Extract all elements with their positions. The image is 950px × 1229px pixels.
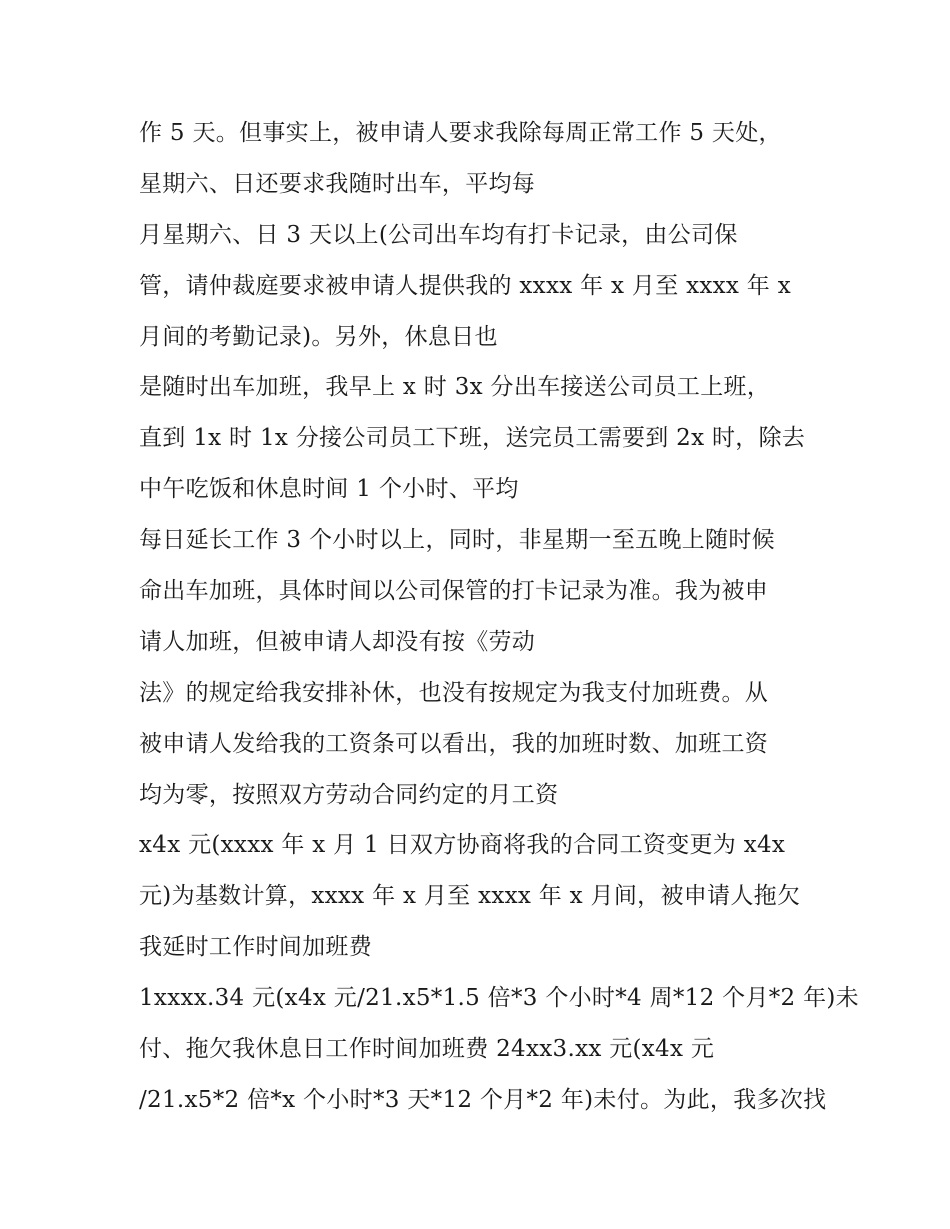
text-line: 均为零，按照双方劳动合同约定的月工资 (139, 781, 559, 808)
text-line: 直到 1x 时 1x 分接公司员工下班，送完员工需要到 2x 时，除去 (139, 425, 806, 452)
text-line: 月间的考勤记录)。另外，休息日也 (139, 323, 498, 350)
text-line: 元)为基数计算，xxxx 年 x 月至 xxxx 年 x 月间，被申请人拖欠 (139, 883, 801, 910)
text-line: 中午吃饭和休息时间 1 个小时、平均 (139, 476, 519, 503)
text-line: 被申请人发给我的工资条可以看出，我的加班时数、加班工资 (139, 730, 769, 757)
text-line: 是随时出车加班，我早上 x 时 3x 分出车接送公司员工上班， (139, 374, 771, 401)
text-line: x4x 元(xxxx 年 x 月 1 日双方协商将我的合同工资变更为 x4x (139, 832, 786, 859)
text-line: 命出车加班，具体时间以公司保管的打卡记录为准。我为被申 (139, 578, 769, 605)
text-line: 管，请仲裁庭要求被申请人提供我的 xxxx 年 x 月至 xxxx 年 x (139, 272, 791, 299)
body-text (139, 108, 859, 1126)
text-line: 我延时工作时间加班费 (139, 934, 372, 961)
text-line: 作 5 天。但事实上，被申请人要求我除每周正常工作 5 天处， (139, 120, 782, 146)
text-line: 付、拖欠我休息日工作时间加班费 24xx3.xx 元(x4x 元 (139, 1036, 715, 1063)
text-line: 每日延长工作 3 个小时以上，同时，非星期一至五晚上随时候 (139, 527, 775, 554)
text-line: 1xxxx.34 元(x4x 元/21.x5*1.5 倍*3 个小时*4 周*12 个月*2 年)未 (139, 985, 859, 1012)
text-line: 法》的规定给我安排补休，也没有按规定为我支付加班费。从 (139, 679, 769, 706)
text-line: 月星期六、日 3 天以上(公司出车均有打卡记录，由公司保 (139, 221, 738, 248)
text-line: 请人加班，但被申请人却没有按《劳动 (139, 628, 536, 655)
text-line: 星期六、日还要求我随时出车，平均每 (139, 170, 536, 197)
text-line: /21.x5*2 倍*x 个小时*3 天*12 个月*2 年)未付。为此，我多次找 (139, 1086, 827, 1113)
